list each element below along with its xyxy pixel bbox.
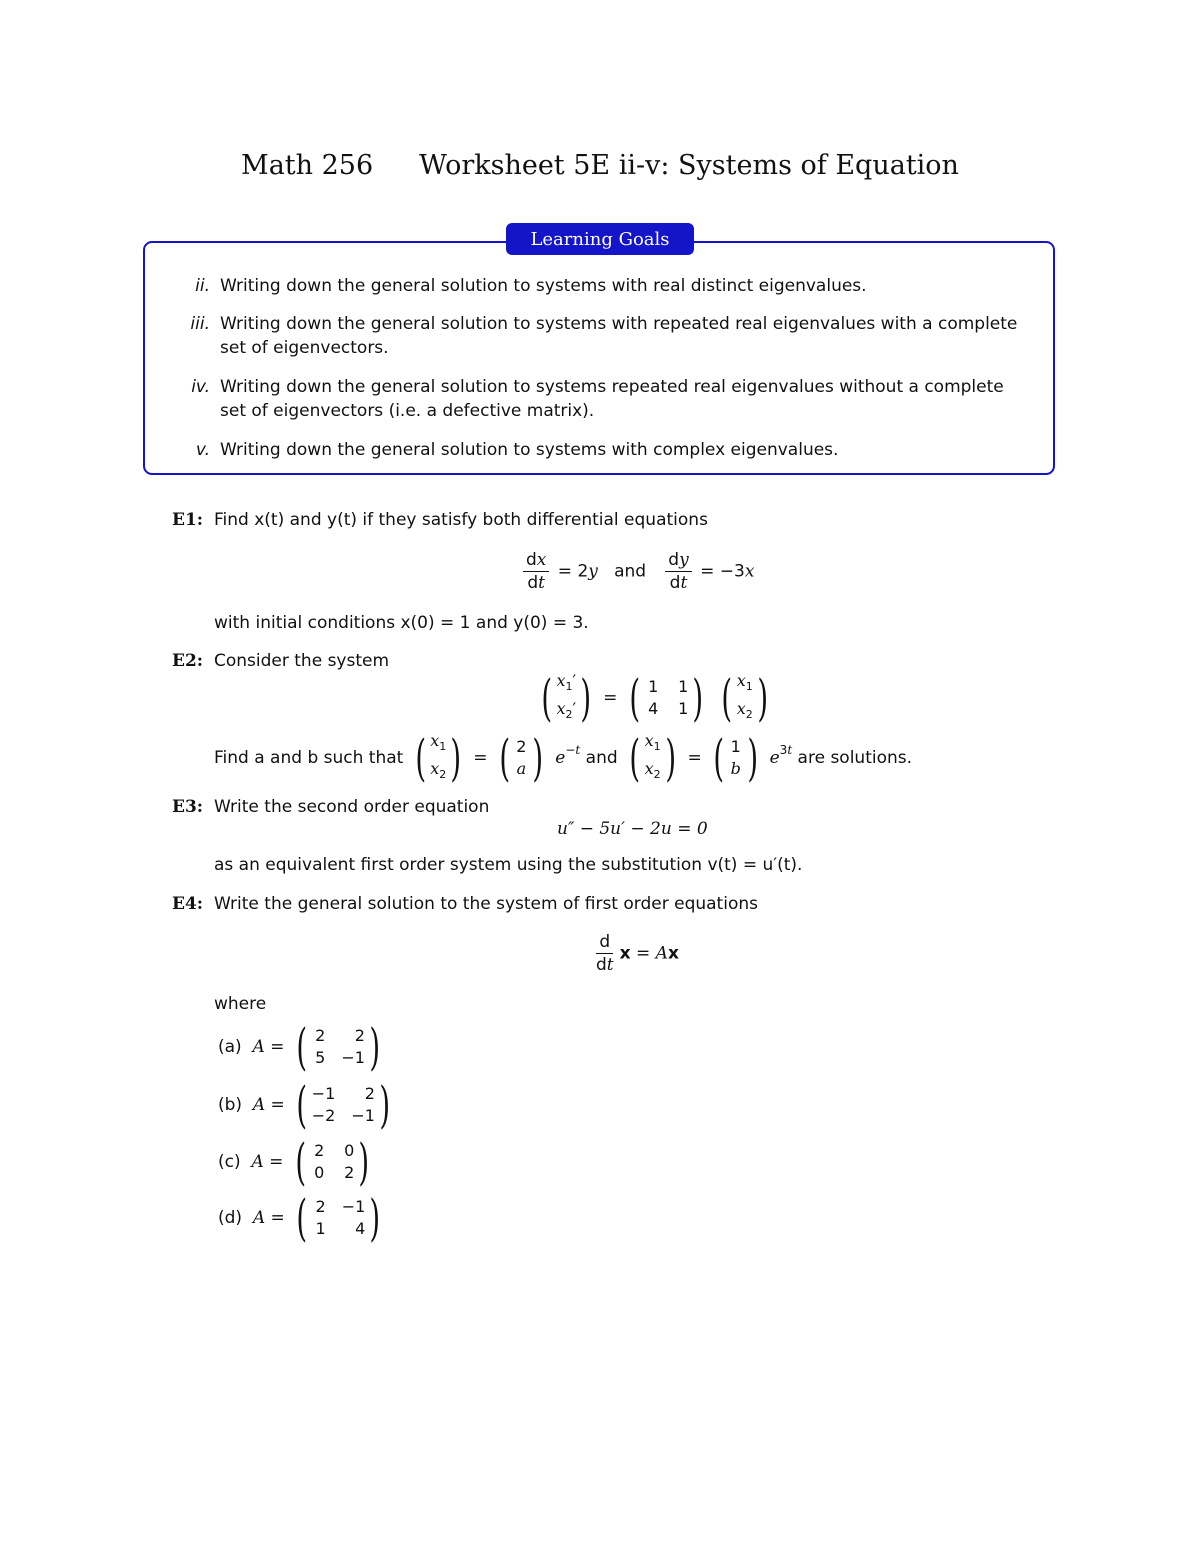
vector: ( $x_1$ $x_2$ ) [415, 729, 462, 787]
e3-outro: as an equivalent first order system using the substitution v(t) = u′(t). [214, 855, 803, 875]
goal-text: Writing down the general solution to systems with complex eigenvalues. [220, 440, 839, 460]
goal-item [190, 312, 1032, 360]
matrix: ( 2 0 0 2 ) [295, 1133, 370, 1191]
vector: ( 2 a ) [499, 729, 544, 787]
problem-label-e1: E1: [172, 510, 204, 530]
problem-label-e3: E3: [172, 797, 204, 817]
vector: ( $x_1$ $x_2$ ) [721, 669, 768, 727]
e1-intro: Find x(t) and y(t) if they satisfy both differential equations [214, 510, 708, 530]
e4-where: where [214, 994, 267, 1014]
e2-end-text: are solutions. [797, 748, 913, 768]
part-label: (a) [218, 1037, 242, 1057]
vector: ( 1 b ) [713, 729, 758, 787]
e1-initial-conditions: with initial conditions x(0) = 1 and y(0) = 3. [214, 613, 589, 633]
e4-equation: $\frac{d}{dt}$ x = Ax [590, 932, 679, 975]
matrix-cell: −1 [341, 1197, 366, 1216]
e2-system: ( $x_1'$ $x_2'$ ) = ( 1 1 4 1 ) ( $x_1$ $x_2$ ) [535, 670, 774, 726]
matrix-cell: 2 [315, 1026, 326, 1045]
e4-part-b: (b) A = ( −1 2 −2 −1 ) [218, 1080, 396, 1130]
problem-label-e2: E2: [172, 651, 204, 671]
goal-item [195, 274, 1032, 298]
goal-label: ii. [195, 276, 210, 296]
matrix: ( −1 2 −2 −1 ) [296, 1076, 391, 1134]
matrix-cell: −2 [311, 1106, 336, 1125]
fraction: $\frac{dx}{dt}$ [523, 550, 549, 593]
matrix-cell: −1 [341, 1048, 365, 1067]
goal-label: iv. [191, 377, 210, 397]
e3-equation: u″ − 5u′ − 2u = 0 [557, 819, 708, 839]
matrix-cell: 2 [314, 1141, 325, 1160]
course-title: Math 256 [241, 150, 374, 181]
matrix: ( 1 1 4 1 ) [629, 669, 704, 727]
goal-item [191, 375, 1032, 423]
e4-part-a: (a) A = ( 2 2 5 −1 ) [218, 1022, 386, 1072]
vector: ( $x_1$ $x_2$ ) [629, 729, 676, 787]
matrix-cell: 0 [344, 1141, 355, 1160]
e4-intro: Write the general solution to the system of first order equations [214, 894, 758, 914]
fraction: $\frac{dy}{dt}$ [665, 550, 691, 593]
part-label: (d) [218, 1208, 243, 1228]
e2-find-text: Find a and b such that [214, 748, 404, 768]
matrix-cell: 2 [315, 1197, 326, 1216]
and-word: and [614, 561, 647, 582]
goal-text: Writing down the general solution to systems repeated real eigenvalues without a complete set of eigenvectors (i.e. a defective matrix). [220, 377, 1004, 421]
e3-intro: Write the second order equation [214, 797, 490, 817]
matrix-cell: 2 [344, 1163, 355, 1182]
problem-label-e4: E4: [172, 894, 204, 914]
e2-intro: Consider the system [214, 651, 390, 671]
matrix-cell: 5 [315, 1048, 326, 1067]
learning-goals-tab: Learning Goals [506, 223, 694, 255]
e4-part-d: (d) A = ( 2 −1 1 4 ) [218, 1193, 387, 1243]
page-title [0, 150, 1200, 181]
fraction: $\frac{d}{dt}$ [596, 932, 614, 975]
vector: ( $x_1'$ $x_2'$ ) [541, 669, 592, 727]
part-label: (b) [218, 1095, 243, 1115]
and-word: and [585, 748, 618, 768]
goal-text: Writing down the general solution to systems with repeated real eigenvalues with a complete set of eigenvectors. [220, 314, 1018, 358]
goal-text: Writing down the general solution to systems with real distinct eigenvalues. [220, 276, 867, 296]
matrix-cell: 0 [314, 1163, 325, 1182]
matrix-cell: −1 [351, 1106, 375, 1125]
goal-label: v. [195, 440, 210, 460]
worksheet-title: Worksheet 5E ii-v: Systems of Equation [419, 150, 959, 181]
e1-equations: $\frac{dx}{dt}$ = 2y and $\frac{dy}{dt}$ = −3x [520, 550, 754, 593]
e4-part-c: (c) A = ( 2 0 0 2 ) [218, 1137, 376, 1187]
matrix-cell: 1 [315, 1219, 326, 1238]
matrix: ( 2 2 5 −1 ) [296, 1018, 381, 1076]
matrix-cell: 2 [354, 1026, 365, 1045]
goal-item [195, 438, 1032, 462]
matrix: ( 2 −1 1 4 ) [296, 1189, 381, 1247]
goal-label: iii. [190, 314, 210, 334]
matrix-cell: −1 [311, 1084, 336, 1103]
e2-find-line: Find a and b such that ( $x_1$ $x_2$ ) = ( 2 a ) $e^{-t}$ and ( $x_1$ $x_2$ ) = ( 1 b ) $e^{3t}$ are solutions. [214, 729, 913, 787]
matrix-cell: 2 [364, 1084, 375, 1103]
matrix-cell: 4 [355, 1219, 366, 1238]
part-label: (c) [218, 1152, 241, 1172]
